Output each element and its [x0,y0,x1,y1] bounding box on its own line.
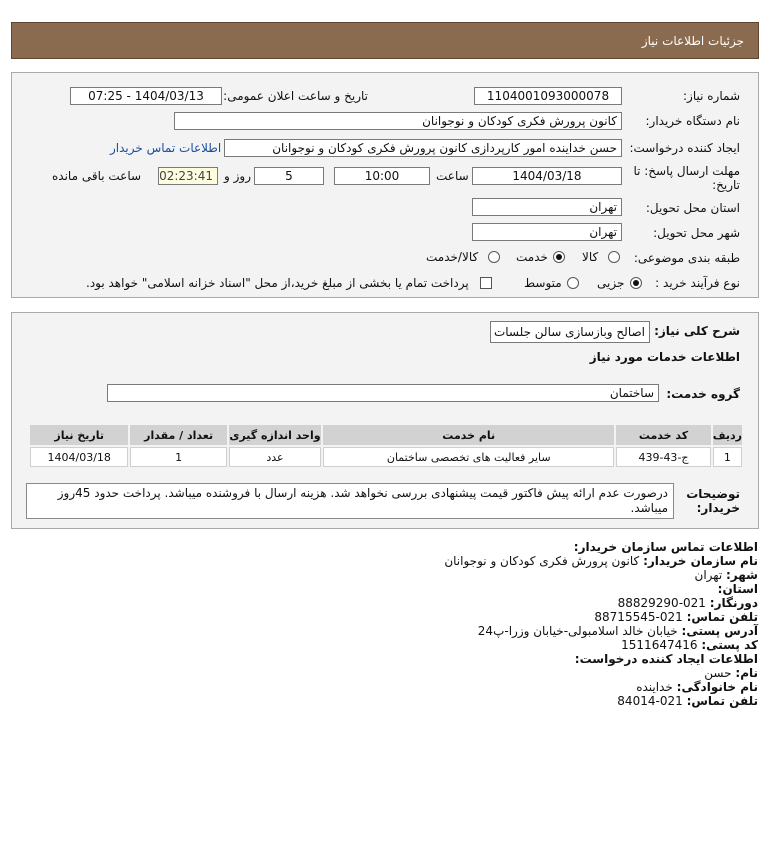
contact-postal-value: 1511647416 [621,638,698,652]
announce-label: تاریخ و ساعت اعلان عمومی: [223,89,368,103]
treasury-payment-text: پرداخت تمام یا بخشی از مبلغ خرید،از محل "اسناد خزانه اسلامی" خواهد بود. [86,276,469,290]
category-option-service: خدمت [516,250,548,264]
notes-label-line2: خریدار: [696,501,740,515]
buyer-org-field: کانون پرورش فکری کودکان و نوجوانان [174,112,622,130]
creator-family-row [338,680,758,694]
cell-service-name: سایر فعالیت های تخصصی ساختمان [323,447,614,467]
process-option-minor: جزیی [597,276,625,290]
creator-phone-value: 021-84014 [617,694,683,708]
announce-field: 1404/03/13 - 07:25 [70,87,222,105]
city-field: تهران [472,223,622,241]
col-need-date: تاریخ نیاز [30,425,128,445]
contact-phone-label: تلفن تماس: [686,610,758,624]
contact-fax-label: دورنگار: [709,596,758,610]
creator-section-title: اطلاعات ایجاد کننده درخواست: [574,652,758,666]
buyer-notes: درصورت عدم ارائه پیش فاکتور قیمت پیشنهادی بررسی نخواهد شد. هزینه ارسال با فروشنده میباشد. پرداخت حدود 45روز میباشد. [26,483,674,519]
days-label: روز و [224,169,251,183]
contact-fax-value: 021-88829290 [617,596,706,610]
deadline-label-line1: مهلت ارسال پاسخ: تا [633,164,740,178]
category-radio-service[interactable] [553,251,565,263]
services-title: اطلاعات خدمات مورد نیاز [589,350,740,364]
deadline-time-label: ساعت [436,169,469,183]
contact-org-row [338,554,758,568]
contact-city-value: تهران [694,568,723,582]
cell-row-number: 1 [713,447,742,467]
category-option-goods: کالا [582,250,599,264]
creator-phone-row [338,694,758,708]
contact-phone-row [338,610,758,624]
deadline-date-field: 1404/03/18 [472,167,622,185]
summary-field: اصالح وبازسازی سالن جلسات [490,321,650,343]
remaining-time-field: 02:23:41 [158,167,218,185]
summary-label: شرح کلی نیاز: [654,324,740,338]
page-header [11,22,759,59]
deadline-label-line2: تاریخ: [712,178,740,192]
col-service-code: کد خدمت [616,425,710,445]
col-unit: واحد اندازه گیری [229,425,321,445]
creator-field: حسن خداینده امور کارپردازی کانون پرورش فکری کودکان و نوجوانان [224,139,622,157]
creator-name-label: نام: [735,666,758,680]
cell-need-date: 1404/03/18 [30,447,128,467]
col-row-number: ردیف [713,425,742,445]
city-label: شهر محل تحویل: [653,226,740,240]
contact-section-title: اطلاعات تماس سازمان خریدار: [573,540,758,554]
contact-fax-row [338,596,758,610]
contact-postal-label: کد پستی: [701,638,758,652]
buyer-contact-link[interactable]: اطلاعات تماس خریدار [110,141,222,155]
need-number-label: شماره نیاز: [683,89,740,103]
summary-panel [11,312,759,529]
contact-province-label: استان: [717,582,758,596]
days-field: 5 [254,167,324,185]
creator-family-value: خداینده [636,680,673,694]
contact-info [338,540,758,708]
category-option-goods-service: کالا/خدمت [426,250,479,264]
category-label: طبقه بندی موضوعی: [633,251,740,265]
process-label: نوع فرآیند خرید : [655,276,740,290]
contact-postal-row [338,638,758,652]
contact-org-value: کانون پرورش فکری کودکان و نوجوانان [444,554,640,568]
creator-name-value: حسن [704,666,732,680]
contact-address-value: خیابان خالد اسلامبولی-خیابان وزرا-پ24 [477,624,678,638]
col-service-name: نام خدمت [323,425,614,445]
need-number-field: 1104001093000078 [474,87,622,105]
province-label: استان محل تحویل: [645,201,740,215]
creator-name-row [338,666,758,680]
service-group-label: گروه خدمت: [666,387,740,401]
contact-org-label: نام سازمان خریدار: [643,554,758,568]
process-radio-minor[interactable] [630,277,642,289]
contact-city-label: شهر: [726,568,758,582]
treasury-payment-checkbox[interactable] [480,277,492,289]
deadline-time-field: 10:00 [334,167,430,185]
cell-service-code: ج-43-439 [616,447,710,467]
service-group-field: ساختمان [107,384,659,402]
process-radio-medium[interactable] [567,277,579,289]
process-option-medium: متوسط [524,276,562,290]
page-title: جزئیات اطلاعات نیاز [641,34,744,48]
notes-label-line1: توضیحات [686,487,740,501]
contact-address-row [338,624,758,638]
details-panel [11,72,759,298]
contact-city-row [338,568,758,582]
buyer-org-label: نام دستگاه خریدار: [645,114,740,128]
table-header-row [30,425,742,445]
remaining-label: ساعت باقی مانده [52,169,142,183]
creator-family-label: نام خانوادگی: [676,680,758,694]
creator-phone-label: تلفن تماس: [686,694,758,708]
creator-label: ایجاد کننده درخواست: [629,141,740,155]
cell-quantity: 1 [130,447,226,467]
services-table [28,423,744,469]
contact-phone-value: 021-88715545 [594,610,683,624]
cell-unit: عدد [229,447,321,467]
table-row[interactable] [30,447,742,467]
contact-address-label: آدرس پستی: [681,624,758,638]
category-radio-goods-service[interactable] [488,251,500,263]
province-field: تهران [472,198,622,216]
col-quantity: تعداد / مقدار [130,425,226,445]
contact-province-row [338,582,758,596]
category-radio-goods[interactable] [608,251,620,263]
